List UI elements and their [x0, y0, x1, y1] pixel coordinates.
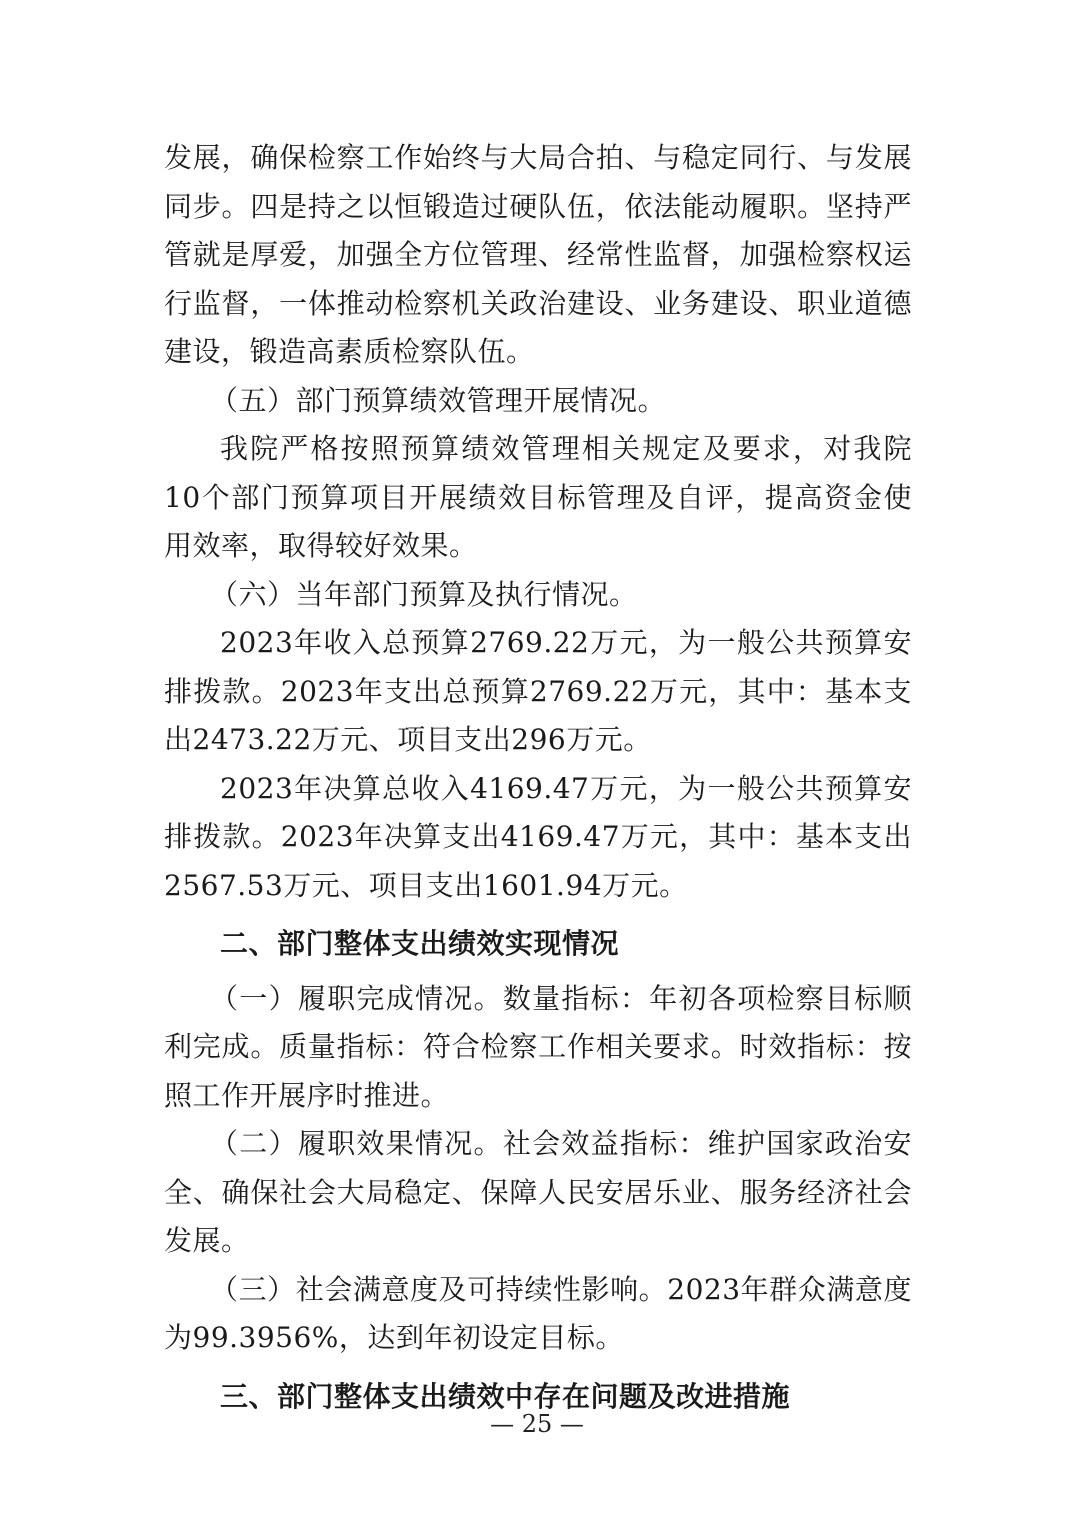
section-heading-problems-improvements: 三、部门整体支出绩效中存在问题及改进措施 [220, 1379, 791, 1413]
section-heading-performance-realization: 二、部门整体支出绩效实现情况 [220, 927, 620, 960]
subheading-budget-performance-management: （五）部门预算绩效管理开展情况。 [210, 383, 667, 417]
paragraph-duty-completion: （一）履职完成情况。数量指标：年初各项检察目标顺利完成。质量指标：符合检察工作相关要求。时效指标：按照工作开展序时推进。 [164, 981, 912, 1112]
subheading-budget-execution: （六）当年部门预算及执行情况。 [210, 577, 638, 611]
paragraph-social-satisfaction: （三）社会满意度及可持续性影响。2023年群众满意度为99.3956%，达到年初设定目标。 [164, 1272, 912, 1354]
paragraph-continued-text: 发展，确保检察工作始终与大局合拍、与稳定同行、与发展同步。四是持之以恒锻造过硬队伍，依法能动履职。坚持严管就是厚爱，加强全方位管理、经常性监督，加强检察权运行监督，一体推动检察机关政治建设、业务建设、职业道德建设，锻造高素质检察队伍。 [164, 141, 912, 368]
page-number: — 25 — [490, 1410, 584, 1438]
paragraph-final-accounts-2023: 2023年决算总收入4169.47万元，为一般公共预算安排拨款。2023年决算支出4169.47万元，其中：基本支出2567.53万元、项目支出1601.94万元。 [164, 771, 912, 902]
document-body [164, 134, 912, 1427]
paragraph-performance-management: 我院严格按照预算绩效管理相关规定及要求，对我院10个部门预算项目开展绩效目标管理及自评，提高资金使用效率，取得较好效果。 [164, 432, 912, 562]
paragraph-duty-effect: （二）履职效果情况。社会效益指标：维护国家政治安全、确保社会大局稳定、保障人民安居乐业、服务经济社会发展。 [164, 1127, 912, 1257]
paragraph-budget-2023: 2023年收入总预算2769.22万元，为一般公共预算安排拨款。2023年支出总预算2769.22万元，其中：基本支出2473.22万元、项目支出296万元。 [164, 626, 912, 756]
